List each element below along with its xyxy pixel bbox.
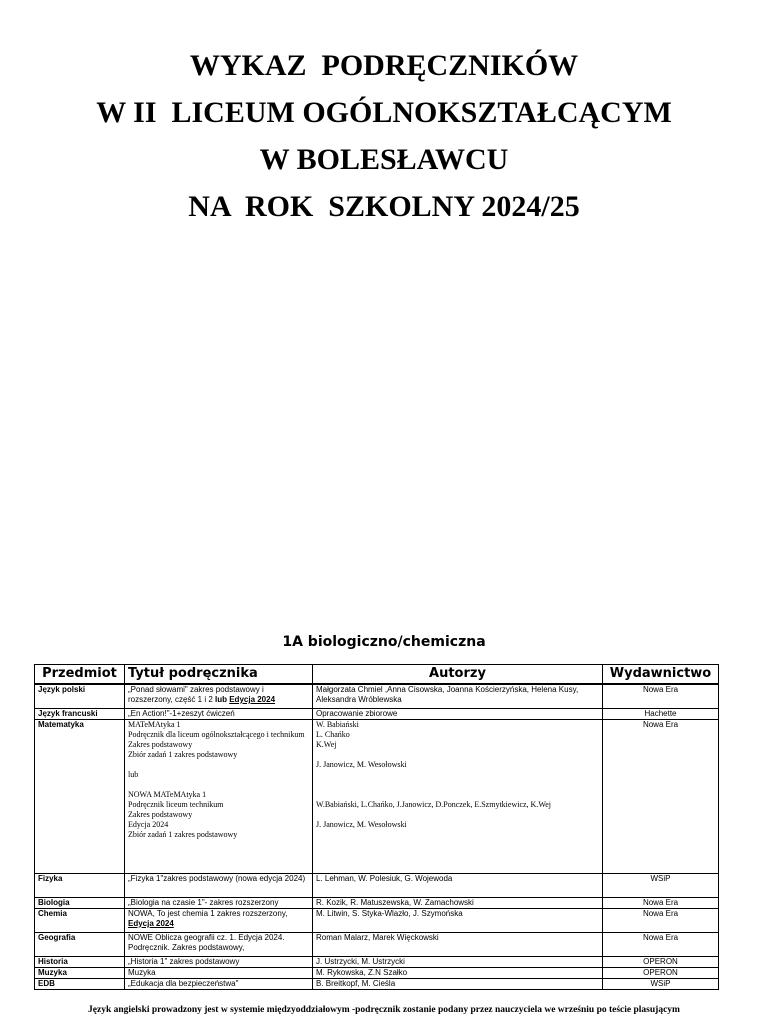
title-cell: NOWE Oblicza geografii cz. 1. Edycja 2024. Podręcznik. Zakres podstawowy, bbox=[125, 932, 313, 956]
subject-cell: Fizyka bbox=[35, 873, 125, 897]
author-line: K.Wej bbox=[316, 739, 337, 749]
authors-cell bbox=[313, 719, 603, 873]
title-suffix: lub bbox=[215, 695, 230, 704]
edition-label: Edycja 2024 bbox=[128, 918, 174, 928]
title-line: Zbiór zadań 1 zakres podstawowy bbox=[128, 829, 238, 839]
title-line: Podręcznik dla liceum ogólnokształcącego i technikum bbox=[128, 729, 305, 739]
document-title bbox=[0, 42, 768, 230]
header-subject: Przedmiot bbox=[35, 665, 125, 685]
title-cell: „En Action!"-1+zeszyt ćwiczeń bbox=[125, 708, 313, 719]
table-row bbox=[35, 956, 719, 967]
publisher-cell: OPERON bbox=[603, 956, 719, 967]
subject-cell: Historia bbox=[35, 956, 125, 967]
title-line: Zakres podstawowy bbox=[128, 809, 193, 819]
publisher-cell: WSiP bbox=[603, 978, 719, 989]
header-authors: Autorzy bbox=[313, 665, 603, 685]
title-cell bbox=[125, 719, 313, 873]
table-row bbox=[35, 897, 719, 908]
textbook-table bbox=[34, 664, 719, 990]
author-line: W. Babiański bbox=[316, 719, 359, 729]
table-row bbox=[35, 932, 719, 956]
authors-cell: B. Breitkopf, M. Cieśla bbox=[313, 978, 603, 989]
publisher-cell: Nowa Era bbox=[603, 932, 719, 956]
authors-cell: Opracowanie zbiorowe bbox=[313, 708, 603, 719]
authors-cell: Roman Malarz, Marek Więckowski bbox=[313, 932, 603, 956]
header-title: Tytuł podręcznika bbox=[125, 665, 313, 685]
publisher-cell: WSiP bbox=[603, 873, 719, 897]
author-line: W.Babiański, L.Chańko, J.Janowicz, D.Ponczek, E.Szmytkiewicz, K.Wej bbox=[316, 799, 552, 809]
table-row bbox=[35, 684, 719, 708]
table-row bbox=[35, 873, 719, 897]
title-line-1: WYKAZ PODRĘCZNIKÓW bbox=[189, 49, 579, 82]
title-line-3: W BOLESŁAWCU bbox=[259, 143, 509, 176]
title-line: NOWA MATeMAtyka 1 bbox=[128, 789, 207, 799]
subject-cell: Muzyka bbox=[35, 967, 125, 978]
authors-cell: M. Rykowska, Z.N Szałko bbox=[313, 967, 603, 978]
title-line: Zbiór zadań 1 zakres podstawowy bbox=[128, 749, 238, 759]
title-line: Zakres podstawowy bbox=[128, 739, 193, 749]
title-line: Podręcznik liceum technikum bbox=[128, 799, 224, 809]
table-row bbox=[35, 978, 719, 989]
author-line: J. Janowicz, M. Wesołowski bbox=[316, 819, 407, 829]
author-line: L. Chańko bbox=[316, 729, 350, 739]
footer-note: Język angielski prowadzony jest w systemie międzyoddziałowym -podręcznik zostanie podany przez nauczyciela we wrześniu po teście plasującym bbox=[88, 1005, 680, 1015]
table-row bbox=[35, 708, 719, 719]
table-row bbox=[35, 967, 719, 978]
subject-cell: Język francuski bbox=[35, 708, 125, 719]
title-cell: „Fizyka 1"zakres podstawowy (nowa edycja 2024) bbox=[125, 873, 313, 897]
authors-cell: L. Lehman, W. Polesiuk, G. Wojewoda bbox=[313, 873, 603, 897]
title-line-4: NA ROK SZKOLNY 2024/25 bbox=[188, 190, 580, 223]
title-cell: „Historia 1" zakres podstawowy bbox=[125, 956, 313, 967]
subject-cell: Biologia bbox=[35, 897, 125, 908]
publisher-cell: Nowa Era bbox=[603, 684, 719, 708]
title-cell bbox=[125, 684, 313, 708]
table-row bbox=[35, 908, 719, 932]
publisher-cell: OPERON bbox=[603, 967, 719, 978]
publisher-cell: Nowa Era bbox=[603, 897, 719, 908]
subject-cell: Matematyka bbox=[35, 719, 125, 873]
title-cell: „Edukacja dla bezpieczeństwa" bbox=[125, 978, 313, 989]
title-line: MATeMAtyka 1 bbox=[128, 719, 181, 729]
authors-cell: M. Litwin, S. Styka-Wlazło, J. Szymońska bbox=[313, 908, 603, 932]
authors-cell: J. Ustrzycki, M. Ustrzycki bbox=[313, 956, 603, 967]
class-heading: 1A biologiczno/chemiczna bbox=[282, 634, 486, 650]
subject-cell: EDB bbox=[35, 978, 125, 989]
subject-cell: Geografia bbox=[35, 932, 125, 956]
title-line: Edycja 2024 bbox=[128, 819, 169, 829]
authors-cell: R. Kozik, R. Matuszewska, W. Zamachowski bbox=[313, 897, 603, 908]
title-text: „Ponad słowami" zakres podstawowy i rozszerzony, część 1 i 2 bbox=[128, 685, 264, 704]
subject-cell: Chemia bbox=[35, 908, 125, 932]
title-cell: Muzyka bbox=[125, 967, 313, 978]
title-text: NOWA, To jest chemia 1 zakres rozszerzony, bbox=[128, 908, 288, 918]
authors-cell: Małgorzata Chmiel ,Anna Cisowska, Joanna Kościerzyńska, Helena Kusy, Aleksandra Wróblewska bbox=[313, 684, 603, 708]
table-row bbox=[35, 719, 719, 873]
author-line: J. Janowicz, M. Wesołowski bbox=[316, 759, 407, 769]
header-publisher: Wydawnictwo bbox=[603, 665, 719, 685]
publisher-cell: Hachette bbox=[603, 708, 719, 719]
edition-label: Edycja 2024 bbox=[229, 695, 276, 704]
table-header-row bbox=[35, 665, 719, 685]
publisher-cell: Nowa Era bbox=[603, 719, 719, 873]
title-line: lub bbox=[128, 769, 139, 779]
publisher-cell: Nowa Era bbox=[603, 908, 719, 932]
title-line-2: W II LICEUM OGÓLNOKSZTAŁCĄCYM bbox=[96, 96, 672, 129]
subject-cell: Język polski bbox=[35, 684, 125, 708]
title-cell bbox=[125, 908, 313, 932]
title-cell: „Biologia na czasie 1"- zakres rozszerzony bbox=[125, 897, 313, 908]
